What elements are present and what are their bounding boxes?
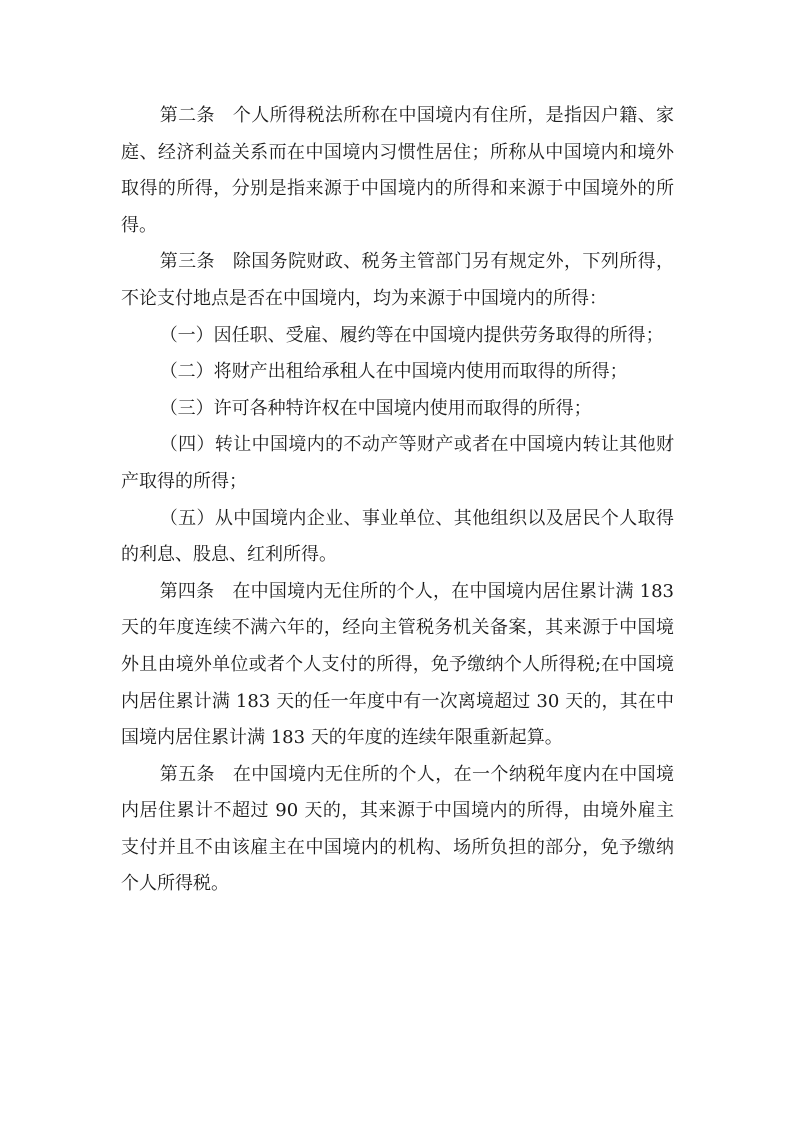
paragraph-text: （五）从中国境内企业、事业单位、其他组织以及居民个人取得的利息、股息、红利所得。 (121, 507, 674, 566)
paragraph-text: 在中国境内无住所的个人，在一个纳税年度内在中国境内居住累计不超过 90 天的，其来源于中国境内的所得，由境外雇主支付并且不由该雇主在中国境内的机构、场所负担的部分，免予缴纳个人所得税。 (121, 763, 675, 895)
paragraph-text: 在中国境内无住所的个人，在中国境内居住累计满 183 天的年度连续不满六年的，经向主管税务机关备案，其来源于中国境外且由境外单位或者个人支付的所得，免予缴纳个人所得税;在中国境内居住累计满 183 天的任一年度中有一次离境超过 30 天的，其在中国境内居住累计满 183 天的年度的连续年限重新起算。 (121, 580, 675, 749)
document-body (121, 98, 674, 903)
list-item-5 (121, 501, 674, 574)
paragraph-text: 除国务院财政、税务主管部门另有规定外，下列所得，不论支付地点是否在中国境内，均为来源于中国境内的所得： (121, 251, 675, 309)
article-heading: 第五条 (159, 763, 215, 785)
article-4-paragraph (121, 574, 674, 757)
article-heading: 第四条 (159, 580, 215, 602)
paragraph-text: （三）许可各种特许权在中国境内使用而取得的所得； (159, 397, 592, 419)
article-5-paragraph (121, 757, 674, 903)
article-heading: 第二条 (159, 105, 215, 126)
list-item-4 (121, 427, 674, 500)
paragraph-text: （一）因任职、受雇、履约等在中国境内提供劳务取得的所得； (159, 324, 664, 346)
article-3-paragraph (121, 244, 674, 317)
list-item-2 (121, 354, 674, 391)
list-item-1 (121, 318, 674, 355)
paragraph-text: 个人所得税法所称在中国境内有住所，是指因户籍、家庭、经济利益关系而在中国境内习惯性居住；所称从中国境内和境外取得的所得，分别是指来源于中国境内的所得和来源于中国境外的所得。 (121, 105, 675, 236)
paragraph-text: （二）将财产出租给承租人在中国境内使用而取得的所得； (159, 361, 628, 383)
paragraph-text: （四）转让中国境内的不动产等财产或者在中国境内转让其他财产取得的所得； (121, 434, 674, 492)
article-heading: 第三条 (159, 251, 215, 273)
article-2-paragraph (121, 98, 674, 244)
list-item-3 (121, 391, 674, 428)
